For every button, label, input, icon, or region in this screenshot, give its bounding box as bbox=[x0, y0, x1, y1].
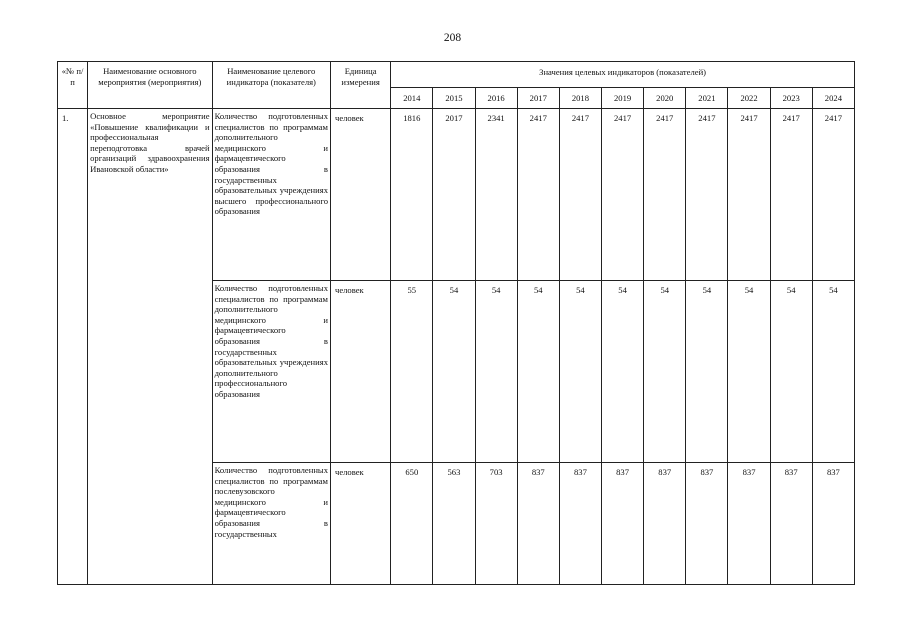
row-number: 1. bbox=[58, 109, 88, 585]
indicator-name: Количество подготовленных специалистов по программам послевузовского медицинского и фармацевтического образования в государственных bbox=[212, 463, 330, 585]
value-cell-2024: 2417 bbox=[812, 109, 854, 281]
value-cell-2019: 54 bbox=[602, 281, 644, 463]
value-cell-2017: 54 bbox=[517, 281, 559, 463]
value-cell-2020: 2417 bbox=[644, 109, 686, 281]
unit-of-measure: человек bbox=[331, 463, 391, 585]
value-cell-2016: 54 bbox=[475, 281, 517, 463]
page-number: 208 bbox=[443, 32, 462, 44]
value-cell-2018: 837 bbox=[559, 463, 601, 585]
year-header-2018: 2018 bbox=[559, 88, 601, 109]
value-cell-2015: 2017 bbox=[433, 109, 475, 281]
value-cell-2024: 837 bbox=[812, 463, 854, 585]
unit-of-measure: человек bbox=[331, 281, 391, 463]
year-header-2022: 2022 bbox=[728, 88, 770, 109]
year-header-2021: 2021 bbox=[686, 88, 728, 109]
value-cell-2015: 563 bbox=[433, 463, 475, 585]
value-cell-2016: 2341 bbox=[475, 109, 517, 281]
value-cell-2022: 2417 bbox=[728, 109, 770, 281]
value-cell-2014: 55 bbox=[391, 281, 433, 463]
header-unit: Единица измерения bbox=[331, 62, 391, 109]
activity-name: Основное мероприятие «Повышение квалификации и профессиональная переподготовка врачей организаций здравоохранения Ивановской области» bbox=[88, 109, 212, 585]
value-cell-2022: 837 bbox=[728, 463, 770, 585]
value-cell-2022: 54 bbox=[728, 281, 770, 463]
value-cell-2016: 703 bbox=[475, 463, 517, 585]
value-cell-2020: 837 bbox=[644, 463, 686, 585]
year-header-2015: 2015 bbox=[433, 88, 475, 109]
year-header-2020: 2020 bbox=[644, 88, 686, 109]
indicator-name: Количество подготовленных специалистов по программам дополнительного медицинского и фармацевтического образования в государственных образовательных учреждениях дополнительного профессионального образования bbox=[212, 281, 330, 463]
year-header-2017: 2017 bbox=[517, 88, 559, 109]
header-activity: Наименование основного мероприятия (мероприятия) bbox=[88, 62, 212, 109]
value-cell-2017: 837 bbox=[517, 463, 559, 585]
value-cell-2018: 2417 bbox=[559, 109, 601, 281]
value-cell-2021: 2417 bbox=[686, 109, 728, 281]
value-cell-2014: 650 bbox=[391, 463, 433, 585]
value-cell-2019: 837 bbox=[602, 463, 644, 585]
value-cell-2014: 1816 bbox=[391, 109, 433, 281]
indicator-name: Количество подготовленных специалистов по программам дополнительного медицинского и фармацевтического образования в государственных образовательных учреждениях высшего профессионального образования bbox=[212, 109, 330, 281]
year-header-2019: 2019 bbox=[602, 88, 644, 109]
year-header-2024: 2024 bbox=[812, 88, 854, 109]
value-cell-2015: 54 bbox=[433, 281, 475, 463]
header-values: Значения целевых индикаторов (показателей) bbox=[391, 62, 855, 88]
unit-of-measure: человек bbox=[331, 109, 391, 281]
year-header-2014: 2014 bbox=[391, 88, 433, 109]
value-cell-2017: 2417 bbox=[517, 109, 559, 281]
value-cell-2021: 54 bbox=[686, 281, 728, 463]
value-cell-2018: 54 bbox=[559, 281, 601, 463]
target-indicators-table bbox=[57, 61, 855, 585]
value-cell-2023: 2417 bbox=[770, 109, 812, 281]
header-num: «№ п/п bbox=[58, 62, 88, 109]
value-cell-2023: 837 bbox=[770, 463, 812, 585]
year-header-2023: 2023 bbox=[770, 88, 812, 109]
header-indicator: Наименование целевого индикатора (показателя) bbox=[212, 62, 330, 109]
value-cell-2020: 54 bbox=[644, 281, 686, 463]
value-cell-2021: 837 bbox=[686, 463, 728, 585]
year-header-2016: 2016 bbox=[475, 88, 517, 109]
value-cell-2024: 54 bbox=[812, 281, 854, 463]
value-cell-2023: 54 bbox=[770, 281, 812, 463]
value-cell-2019: 2417 bbox=[602, 109, 644, 281]
table-row bbox=[58, 109, 855, 281]
